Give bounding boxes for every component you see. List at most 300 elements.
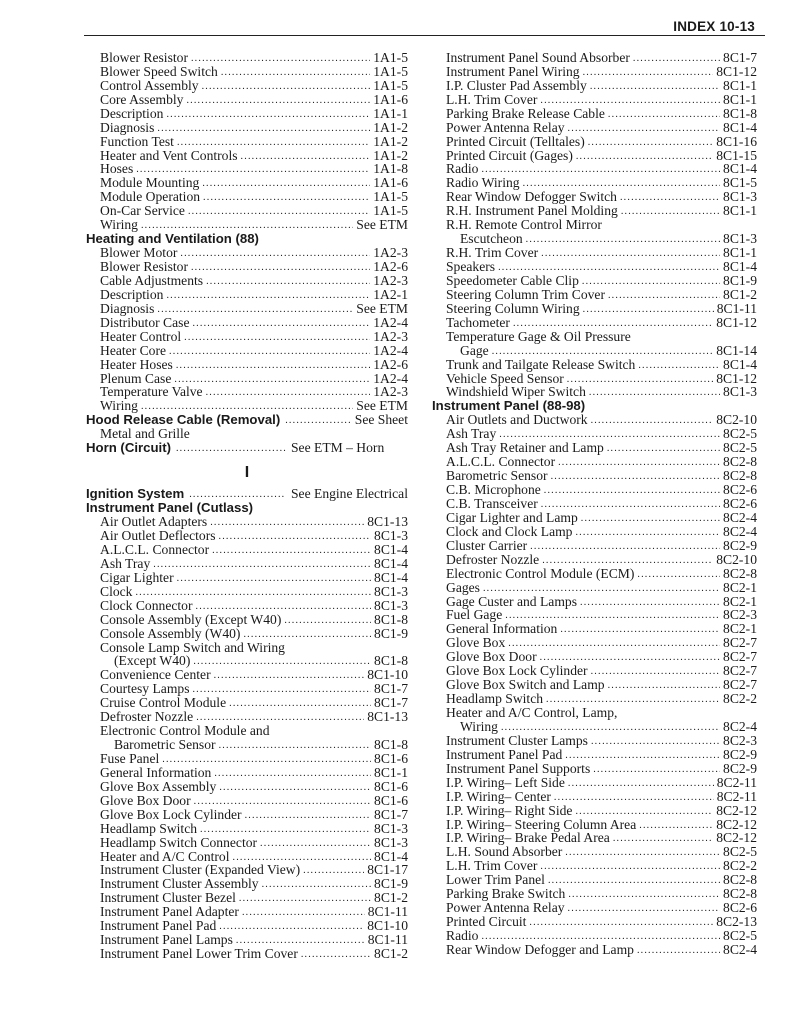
entry-label: I.P. Wiring– Center xyxy=(446,788,551,804)
dot-leader xyxy=(583,67,714,79)
page-ref: 8C1-3 xyxy=(374,527,408,543)
entry-label: On-Car Service xyxy=(100,203,185,219)
entry-label: Rear Window Defogger and Lamp xyxy=(446,941,634,957)
dot-leader xyxy=(242,907,365,919)
dot-leader xyxy=(613,833,713,845)
dot-leader xyxy=(174,374,370,386)
page-ref: 8C2-1 xyxy=(723,579,757,595)
index-entry xyxy=(86,246,408,260)
index-entry xyxy=(432,107,757,121)
entry-continuation: Electronic Control Module and xyxy=(100,723,270,739)
page-ref: 8C2-7 xyxy=(723,677,757,693)
dot-leader xyxy=(492,346,714,358)
dot-leader xyxy=(633,53,720,65)
page-ref: 8C1-13 xyxy=(367,514,408,530)
dot-leader xyxy=(568,903,720,915)
entry-label: Escutcheon xyxy=(460,231,523,247)
entry-label: Glove Box Assembly xyxy=(100,778,217,794)
index-entry xyxy=(86,599,408,613)
index-column-left xyxy=(86,51,408,961)
heading-label: Instrument Panel (88-98) xyxy=(432,398,586,414)
entry-label: Rear Window Defogger Switch xyxy=(446,189,617,205)
entry-label: Radio Wiring xyxy=(446,175,520,191)
page-ref: 8C2-9 xyxy=(723,760,757,776)
index-entry xyxy=(432,553,757,567)
dot-leader xyxy=(608,680,720,692)
dot-leader xyxy=(560,624,720,636)
page-ref: 8C2-12 xyxy=(716,802,757,818)
entry-label: Barometric Sensor xyxy=(446,468,548,484)
index-entry xyxy=(86,919,408,933)
entry-label: Courtesy Lamps xyxy=(100,681,190,697)
index-entry xyxy=(86,372,408,386)
page-ref: 8C1-12 xyxy=(716,314,757,330)
index-entry xyxy=(432,734,757,748)
entry-label: Ash Tray Retainer and Lamp xyxy=(446,440,604,456)
dot-leader xyxy=(166,109,370,121)
dot-leader xyxy=(243,629,371,641)
entry-label: Steering Column Wiring xyxy=(446,300,580,316)
dot-leader xyxy=(508,638,720,650)
entry-label: Temperature Valve xyxy=(100,384,203,400)
index-entry xyxy=(86,668,408,682)
index-entry xyxy=(86,850,408,864)
index-entry xyxy=(86,260,408,274)
entry-label: Gage xyxy=(460,342,489,358)
entry-label: Windshield Wiper Switch xyxy=(446,384,586,400)
dot-leader xyxy=(591,736,720,748)
section-heading xyxy=(86,501,408,515)
dot-leader xyxy=(639,820,713,832)
page-ref: 8C1-7 xyxy=(723,49,757,65)
index-entry xyxy=(86,682,408,696)
dot-leader xyxy=(169,346,370,358)
dot-leader xyxy=(285,415,350,427)
page-ref: 1A1-2 xyxy=(373,147,408,163)
dot-leader xyxy=(565,847,720,859)
index-entry xyxy=(86,822,408,836)
heading-label: Hood Release Cable (Removal) xyxy=(86,412,281,428)
page-ref: 8C2-1 xyxy=(723,593,757,609)
dot-leader xyxy=(542,555,713,567)
dot-leader xyxy=(135,587,371,599)
page-header: INDEX 10-13 xyxy=(673,19,755,34)
entry-label: Speakers xyxy=(446,259,496,275)
page-ref: 8C1-1 xyxy=(723,203,757,219)
entry-label: C.B. Microphone xyxy=(446,482,541,498)
dot-leader xyxy=(192,318,370,330)
dot-leader xyxy=(188,206,370,218)
index-entry xyxy=(86,515,408,529)
entry-label: Glove Box Switch and Lamp xyxy=(446,677,605,693)
index-entry xyxy=(86,176,408,190)
page-ref: 8C1-1 xyxy=(374,764,408,780)
index-entry xyxy=(432,316,757,330)
dot-leader xyxy=(262,879,371,891)
page-ref: 1A2-3 xyxy=(373,328,408,344)
header-rule xyxy=(84,35,765,36)
entry-label: Wiring xyxy=(100,217,138,233)
entry-label: Glove Box Lock Cylinder xyxy=(446,663,588,679)
dot-leader xyxy=(157,123,370,135)
index-entry xyxy=(432,776,757,790)
entry-label: I.P. Cluster Pad Assembly xyxy=(446,77,587,93)
page-ref: 8C2-8 xyxy=(723,565,757,581)
index-entry xyxy=(86,794,408,808)
page-ref: 8C1-8 xyxy=(723,105,757,121)
entry-label: Cigar Lighter xyxy=(100,569,174,585)
entry-label: Printed Circuit (Telltales) xyxy=(446,133,585,149)
dot-leader xyxy=(530,541,720,553)
dot-leader xyxy=(588,137,713,149)
entry-label: Headlamp Switch Connector xyxy=(100,834,258,850)
index-entry xyxy=(432,163,757,177)
index-entry xyxy=(86,710,408,724)
page-ref: 1A2-6 xyxy=(373,259,408,275)
page-ref: 8C2-8 xyxy=(723,454,757,470)
page-ref: 8C2-4 xyxy=(723,523,757,539)
index-entry xyxy=(86,204,408,218)
page-ref: 1A1-5 xyxy=(373,203,408,219)
index-entry xyxy=(432,873,757,887)
dot-leader xyxy=(620,192,720,204)
page-ref: 1A1-2 xyxy=(373,133,408,149)
page-ref: See ETM – Horn xyxy=(290,440,385,456)
page-ref: 1A2-3 xyxy=(373,272,408,288)
index-entry xyxy=(432,622,757,636)
index-entry xyxy=(86,905,408,919)
page-ref: 8C2-6 xyxy=(723,900,757,916)
index-entry xyxy=(432,511,757,525)
page-ref: 8C2-4 xyxy=(723,718,757,734)
entry-label: Tachometer xyxy=(446,314,510,330)
page-ref: 8C2-13 xyxy=(716,914,757,930)
page-ref: See ETM xyxy=(356,398,408,414)
heading-label: Horn (Circuit) xyxy=(86,440,171,456)
entry-label: L.H. Trim Cover xyxy=(446,858,538,874)
section-heading xyxy=(86,487,408,501)
entry-label: Core Assembly xyxy=(100,91,184,107)
dot-leader xyxy=(200,824,371,836)
dot-leader xyxy=(221,67,370,79)
dot-leader xyxy=(590,81,720,93)
index-entry xyxy=(432,413,757,427)
page-ref: 8C1-15 xyxy=(716,147,757,163)
dot-leader xyxy=(196,601,372,613)
section-heading xyxy=(432,399,757,413)
entry-label: Distributor Case xyxy=(100,314,190,330)
index-entry xyxy=(432,358,757,372)
page-ref: 1A1-5 xyxy=(373,77,408,93)
index-entry xyxy=(86,218,408,232)
dot-leader xyxy=(581,513,720,525)
dot-leader xyxy=(526,234,720,246)
index-entry xyxy=(86,947,408,961)
page-ref: 8C1-4 xyxy=(723,161,757,177)
entry-label: Instrument Panel Lamps xyxy=(100,932,233,948)
index-entry xyxy=(432,483,757,497)
dot-leader xyxy=(180,248,370,260)
entry-label: (Except W40) xyxy=(114,653,191,669)
dot-leader xyxy=(193,656,371,668)
index-entry xyxy=(86,627,408,641)
page-ref: 8C2-11 xyxy=(716,788,757,804)
page-ref: 8C1-8 xyxy=(374,653,408,669)
page-ref: 8C2-12 xyxy=(716,830,757,846)
page-ref: 8C1-11 xyxy=(367,904,408,920)
section-heading xyxy=(86,413,408,427)
entry-label: Module Mounting xyxy=(100,175,200,191)
index-entry xyxy=(86,93,408,107)
index-entry xyxy=(86,316,408,330)
index-entry xyxy=(432,539,757,553)
entry-label: Wiring xyxy=(100,398,138,414)
index-entry xyxy=(432,260,757,274)
index-entry xyxy=(86,780,408,794)
page-ref: 8C1-13 xyxy=(367,709,408,725)
page-ref: See Engine Electrical xyxy=(290,486,408,502)
entry-label: Wiring xyxy=(460,718,498,734)
dot-leader xyxy=(544,485,720,497)
dot-leader xyxy=(210,517,364,529)
heading-label: Ignition System xyxy=(86,486,185,502)
dot-leader xyxy=(241,151,371,163)
page-ref: 1A2-1 xyxy=(373,286,408,302)
entry-label: Instrument Panel Pad xyxy=(100,918,217,934)
page-ref: 8C2-5 xyxy=(723,440,757,456)
index-entry xyxy=(432,832,757,846)
entry-label: Clock Connector xyxy=(100,597,193,613)
section-heading xyxy=(86,441,408,455)
entry-label: Air Outlet Adapters xyxy=(100,514,208,530)
index-entry xyxy=(86,386,408,400)
dot-leader xyxy=(591,666,720,678)
entry-label: Instrument Panel Wiring xyxy=(446,63,580,79)
index-entry xyxy=(432,650,757,664)
index-entry xyxy=(432,65,757,79)
page-ref: 8C2-5 xyxy=(723,844,757,860)
entry-label: A.L.C.L. Connector xyxy=(100,541,210,557)
page-ref: See ETM xyxy=(356,300,408,316)
entry-label: Heater Hoses xyxy=(100,356,173,372)
entry-label: Blower Resistor xyxy=(100,49,188,65)
index-entry xyxy=(432,372,757,386)
page-ref: 8C1-9 xyxy=(723,272,757,288)
page-ref: 8C1-10 xyxy=(367,667,408,683)
entry-label: Radio xyxy=(446,161,479,177)
page-ref: 1A2-3 xyxy=(373,384,408,400)
dot-leader xyxy=(229,698,371,710)
entry-label: Headlamp Switch xyxy=(100,820,198,836)
page-ref: 8C2-9 xyxy=(723,746,757,762)
index-entry xyxy=(86,344,408,358)
page-ref: 1A2-6 xyxy=(373,356,408,372)
entry-label: Cluster Carrier xyxy=(446,537,528,553)
index-entry xyxy=(432,567,757,581)
index-entry xyxy=(432,943,757,957)
index-entry xyxy=(432,748,757,762)
index-entry xyxy=(432,79,757,93)
index-entry xyxy=(86,654,408,668)
page-ref: 8C1-17 xyxy=(367,862,408,878)
dot-leader xyxy=(260,838,371,850)
index-entry xyxy=(86,529,408,543)
entry-label: General Information xyxy=(446,621,558,637)
page-ref: 8C1-9 xyxy=(374,625,408,641)
dot-leader xyxy=(153,559,371,571)
index-entry xyxy=(86,51,408,65)
page-ref: 8C1-3 xyxy=(723,231,757,247)
entry-label: I.P. Wiring– Left Side xyxy=(446,774,565,790)
page-ref: 8C1-10 xyxy=(367,918,408,934)
dot-leader xyxy=(558,457,720,469)
index-entry xyxy=(86,877,408,891)
page-ref: 8C1-4 xyxy=(723,356,757,372)
index-entry xyxy=(432,246,757,260)
dot-leader xyxy=(219,782,371,794)
entry-label: Plenum Case xyxy=(100,370,172,386)
entry-label: Parking Brake Switch xyxy=(446,886,566,902)
dot-leader xyxy=(567,374,713,386)
entry-label: Glove Box xyxy=(446,635,506,651)
entry-label: Instrument Cluster Bezel xyxy=(100,890,236,906)
entry-label: Printed Circuit (Gages) xyxy=(446,147,573,163)
page-ref: 8C2-7 xyxy=(723,635,757,651)
page-ref: 8C1-3 xyxy=(723,384,757,400)
page-ref: 1A1-5 xyxy=(373,49,408,65)
index-entry xyxy=(432,497,757,511)
index-entry xyxy=(86,288,408,302)
index-entry xyxy=(86,571,408,585)
entry-label: Radio xyxy=(446,928,479,944)
index-entry xyxy=(432,288,757,302)
entry-label: R.H. Trim Cover xyxy=(446,245,539,261)
entry-label: Cigar Lighter and Lamp xyxy=(446,509,578,525)
dot-leader xyxy=(638,360,720,372)
page-ref: 8C1-4 xyxy=(374,848,408,864)
entry-continuation: Temperature Gage & Oil Pressure xyxy=(446,328,631,344)
page-ref: 8C2-3 xyxy=(723,607,757,623)
index-entry xyxy=(86,836,408,850)
index-entry xyxy=(432,609,757,623)
index-entry xyxy=(86,135,408,149)
index-entry xyxy=(86,121,408,135)
index-entry xyxy=(432,149,757,163)
dot-leader xyxy=(593,764,720,776)
entry-label: Description xyxy=(100,286,164,302)
index-entry xyxy=(432,845,757,859)
entry-label: Console Assembly (W40) xyxy=(100,625,241,641)
entry-label: Electronic Control Module (ECM) xyxy=(446,565,635,581)
page-ref: 1A1-8 xyxy=(373,161,408,177)
page-ref: 8C1-3 xyxy=(723,189,757,205)
entry-label: C.B. Transceiver xyxy=(446,495,538,511)
index-entry xyxy=(432,135,757,149)
page-ref: 8C1-6 xyxy=(374,750,408,766)
dot-leader xyxy=(576,151,713,163)
dot-leader xyxy=(219,531,372,543)
page-ref: 1A2-4 xyxy=(373,342,408,358)
page-ref: 8C1-8 xyxy=(374,611,408,627)
dot-leader xyxy=(176,360,370,372)
page-ref: 8C2-6 xyxy=(723,482,757,498)
index-entry xyxy=(432,204,757,218)
page-ref: 8C1-4 xyxy=(374,555,408,571)
index-entry xyxy=(86,933,408,947)
dot-leader xyxy=(212,545,371,557)
index-entry xyxy=(86,149,408,163)
page-ref: 8C1-2 xyxy=(374,946,408,962)
dot-leader xyxy=(219,740,371,752)
entry-label: Glove Box Lock Cylinder xyxy=(100,806,242,822)
entry-label: Ash Tray xyxy=(446,426,497,442)
page-ref: 8C1-3 xyxy=(374,834,408,850)
index-entry xyxy=(432,818,757,832)
heading-label: Instrument Panel (Cutlass) xyxy=(86,500,254,516)
index-entry xyxy=(86,163,408,177)
entry-label: Convenience Center xyxy=(100,667,211,683)
entry-label: Heater Core xyxy=(100,342,167,358)
page-ref: 1A1-1 xyxy=(373,105,408,121)
heading-label: Heating and Ventilation (88) xyxy=(86,231,259,247)
page-ref: See ETM xyxy=(356,217,408,233)
page-ref: 8C2-2 xyxy=(723,691,757,707)
dot-leader xyxy=(194,796,371,808)
dot-leader xyxy=(608,109,720,121)
index-entry xyxy=(432,804,757,818)
entry-label: Instrument Cluster Assembly xyxy=(100,876,259,892)
page-ref: 8C2-4 xyxy=(723,941,757,957)
page-ref: 8C2-8 xyxy=(723,872,757,888)
entry-label: Diagnosis xyxy=(100,119,155,135)
entry-label: Trunk and Tailgate Release Switch xyxy=(446,356,636,372)
page-ref: 8C2-1 xyxy=(723,621,757,637)
entry-label: I.P. Wiring– Brake Pedal Area xyxy=(446,830,610,846)
page-ref: 8C1-2 xyxy=(374,890,408,906)
index-entry xyxy=(432,595,757,609)
page-ref: 8C2-10 xyxy=(716,412,757,428)
page-ref: 1A2-3 xyxy=(373,245,408,261)
index-column-right xyxy=(432,51,757,957)
entry-label: Clock xyxy=(100,583,133,599)
page-ref: 8C2-9 xyxy=(723,537,757,553)
dot-leader xyxy=(540,95,720,107)
dot-leader xyxy=(245,810,371,822)
dot-leader xyxy=(551,471,720,483)
dot-leader xyxy=(565,750,720,762)
entry-label: Gages xyxy=(446,579,480,595)
index-entry xyxy=(86,557,408,571)
dot-leader xyxy=(591,415,714,427)
entry-label: Instrument Panel Adapter xyxy=(100,904,239,920)
dot-leader xyxy=(214,768,371,780)
index-entry xyxy=(432,386,757,400)
page-ref: 8C1-3 xyxy=(374,597,408,613)
index-entry xyxy=(86,274,408,288)
index-entry xyxy=(86,65,408,79)
entry-label: Instrument Panel Pad xyxy=(446,746,563,762)
entry-label: Parking Brake Release Cable xyxy=(446,105,605,121)
entry-label: Instrument Panel Lower Trim Cover xyxy=(100,946,298,962)
entry-label: I.P. Wiring– Right Side xyxy=(446,802,573,818)
entry-label: Heater Control xyxy=(100,328,182,344)
page-ref: 1A1-5 xyxy=(373,189,408,205)
index-entry xyxy=(432,581,757,595)
index-entry xyxy=(432,887,757,901)
index-entry xyxy=(432,455,757,469)
dot-leader xyxy=(176,443,286,455)
entry-label: Air Outlets and Ductwork xyxy=(446,412,588,428)
